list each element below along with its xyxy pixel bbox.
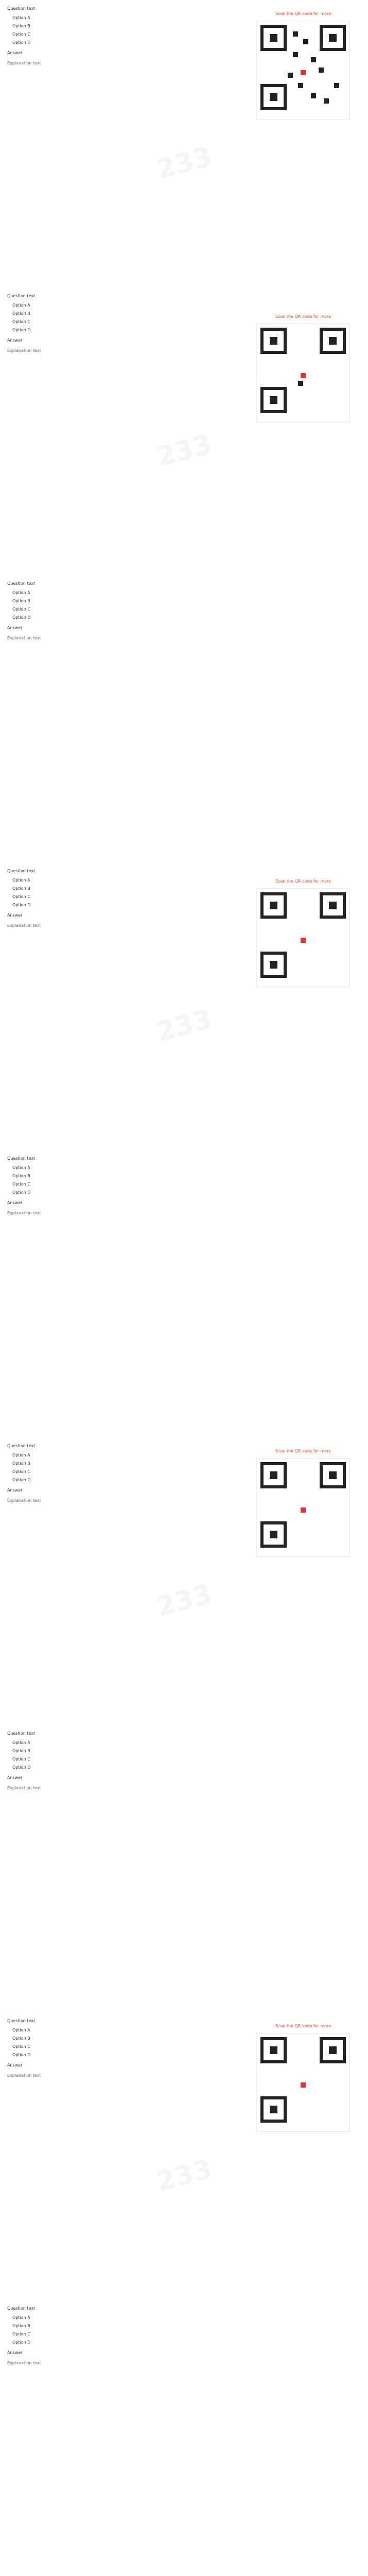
qr-block [252, 1448, 355, 1557]
qr-code-svg [257, 889, 349, 987]
analysis-text: Explanation text [7, 2361, 41, 2365]
option-d: Option D [12, 615, 31, 620]
answer-line: Answer [7, 1200, 23, 1205]
watermark-logo: 233 [153, 1578, 215, 1623]
option-c: Option C [12, 1182, 30, 1187]
question-block [7, 868, 361, 1146]
qr-code-svg [257, 2033, 349, 2131]
question-block [7, 293, 361, 571]
analysis-text: Explanation text [7, 2073, 41, 2078]
answer-line: Answer [7, 50, 23, 55]
option-c: Option C [12, 1757, 30, 1761]
option-b: Option B [12, 1174, 30, 1178]
qr-caption: Scan the QR code for more [275, 2024, 331, 2028]
answer-line: Answer [7, 625, 23, 630]
option-c: Option C [12, 32, 30, 37]
option-c: Option C [12, 2044, 30, 2049]
option-b: Option B [12, 311, 30, 316]
answer-line: Answer [7, 2063, 23, 2067]
question-text: Question text [7, 581, 36, 586]
option-b: Option B [12, 886, 30, 891]
question-block [7, 5, 361, 283]
watermark-logo: 233 [153, 2153, 215, 2198]
option-a: Option A [12, 2315, 30, 2320]
answer-line: Answer [7, 2350, 23, 2355]
option-b: Option B [12, 2324, 30, 2328]
qr-code-icon[interactable] [256, 2033, 350, 2132]
qr-code-icon[interactable] [256, 324, 350, 422]
option-a: Option A [12, 590, 30, 595]
option-c: Option C [12, 2332, 30, 2336]
option-b: Option B [12, 1461, 30, 1466]
qr-caption: Scan the QR code for more [275, 879, 331, 884]
analysis-text: Explanation text [7, 1786, 41, 1790]
option-b: Option B [12, 24, 30, 28]
qr-code-svg [257, 21, 349, 119]
question-text: Question text [7, 6, 36, 11]
question-text: Question text [7, 1444, 36, 1448]
question-text: Question text [7, 869, 36, 873]
option-a: Option A [12, 303, 30, 308]
option-b: Option B [12, 2036, 30, 2041]
analysis-text: Explanation text [7, 1211, 41, 1215]
question-block [7, 1730, 361, 2008]
qr-code-icon[interactable] [256, 21, 350, 120]
qr-block [252, 2023, 355, 2132]
option-a: Option A [12, 1165, 30, 1170]
analysis-text: Explanation text [7, 1498, 41, 1503]
qr-block [252, 878, 355, 987]
qr-caption: Scan the QR code for more [275, 11, 331, 16]
answer-line: Answer [7, 338, 23, 343]
answer-line: Answer [7, 913, 23, 918]
option-d: Option D [12, 1765, 31, 1770]
analysis-text: Explanation text [7, 923, 41, 928]
option-d: Option D [12, 328, 31, 332]
question-text: Question text [7, 1731, 36, 1736]
option-d: Option D [12, 2340, 31, 2345]
analysis-text: Explanation text [7, 61, 41, 65]
question-block [7, 1155, 361, 1433]
qr-code-svg [257, 1459, 349, 1556]
option-a: Option A [12, 1740, 30, 1745]
qr-caption: Scan the QR code for more [275, 314, 331, 319]
qr-code-icon[interactable] [256, 1458, 350, 1557]
option-a: Option A [12, 878, 30, 883]
option-d: Option D [12, 903, 31, 907]
option-a: Option A [12, 1453, 30, 1458]
option-a: Option A [12, 2028, 30, 2032]
question-block [7, 1443, 361, 1721]
question-text: Question text [7, 2019, 36, 2023]
option-d: Option D [12, 1478, 31, 1482]
option-c: Option C [12, 894, 30, 899]
question-block [7, 2018, 361, 2296]
qr-code-icon[interactable] [256, 888, 350, 987]
qr-block [252, 313, 355, 422]
analysis-text: Explanation text [7, 348, 41, 353]
watermark-logo: 233 [153, 1003, 215, 1048]
option-d: Option D [12, 1190, 31, 1195]
option-b: Option B [12, 1749, 30, 1753]
question-block [7, 580, 361, 858]
analysis-text: Explanation text [7, 636, 41, 640]
option-c: Option C [12, 1469, 30, 1474]
option-a: Option A [12, 15, 30, 20]
question-text: Question text [7, 1156, 36, 1161]
option-b: Option B [12, 599, 30, 603]
option-d: Option D [12, 40, 31, 45]
qr-caption: Scan the QR code for more [275, 1449, 331, 1453]
question-block [7, 2305, 361, 2576]
watermark-logo: 233 [153, 428, 215, 473]
qr-code-svg [257, 324, 349, 422]
answer-line: Answer [7, 1488, 23, 1493]
option-c: Option C [12, 319, 30, 324]
option-d: Option D [12, 2053, 31, 2057]
option-c: Option C [12, 607, 30, 612]
watermark-logo: 233 [153, 141, 215, 186]
answer-line: Answer [7, 1775, 23, 1780]
qr-block [252, 10, 355, 120]
question-text: Question text [7, 294, 36, 298]
question-text: Question text [7, 2306, 36, 2311]
